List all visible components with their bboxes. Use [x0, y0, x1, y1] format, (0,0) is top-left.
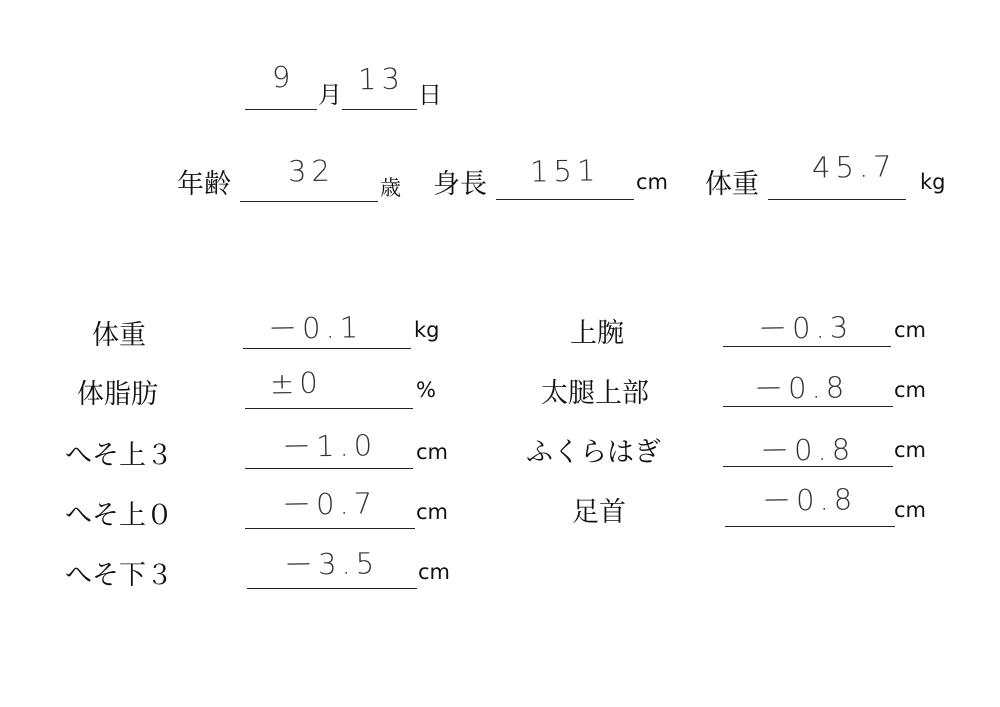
- weight-line: [768, 199, 906, 200]
- day-value: 13: [357, 61, 406, 97]
- change-value-navel-up-3: －1.0: [281, 428, 378, 464]
- change-label-ankle: 足首: [572, 497, 626, 528]
- month-label: 月: [318, 81, 342, 109]
- day-line: [342, 109, 417, 110]
- change-label-upper-arm: 上腕: [570, 318, 624, 349]
- change-unit-upper-arm: cm: [894, 318, 927, 342]
- change-value-body-fat: ±0: [269, 365, 324, 401]
- height-line: [496, 199, 634, 200]
- change-line-body-fat: [245, 408, 413, 409]
- height-unit: cm: [636, 170, 669, 194]
- change-label-navel-down-3: へそ下３: [65, 560, 173, 591]
- change-unit-navel-up-0: cm: [416, 500, 449, 524]
- change-unit-navel-up-3: cm: [416, 440, 449, 464]
- change-label-body-fat: 体脂肪: [77, 379, 158, 410]
- change-label-navel-up-3: へそ上３: [65, 440, 173, 471]
- age-label: 年齢: [177, 169, 231, 200]
- change-value-weight: －0.1: [267, 310, 364, 346]
- month-line: [245, 109, 317, 110]
- change-line-ankle: [725, 526, 895, 527]
- age-line: [240, 201, 378, 202]
- change-value-upper-arm: －0.3: [757, 310, 854, 346]
- change-line-navel-up-3: [245, 468, 413, 469]
- height-label: 身長: [433, 169, 487, 200]
- change-line-weight: [243, 348, 411, 349]
- weight-unit: kg: [920, 170, 946, 194]
- change-line-navel-down-3: [247, 588, 417, 589]
- change-unit-navel-down-3: cm: [418, 560, 451, 584]
- weight-label: 体重: [705, 169, 759, 200]
- day-label: 日: [418, 81, 442, 109]
- change-value-ankle: －0.8: [761, 482, 858, 518]
- change-label-upper-thigh: 太腿上部: [541, 378, 649, 409]
- change-unit-upper-thigh: cm: [894, 378, 927, 402]
- change-line-navel-up-0: [245, 528, 415, 529]
- change-value-navel-up-0: －0.7: [281, 486, 378, 522]
- change-label-weight: 体重: [92, 320, 146, 351]
- change-value-upper-thigh: －0.8: [753, 370, 850, 406]
- age-value: 32: [287, 153, 336, 189]
- change-value-calf: －0.8: [759, 432, 856, 468]
- change-unit-ankle: cm: [894, 498, 927, 522]
- change-value-navel-down-3: －3.5: [283, 546, 380, 582]
- change-unit-calf: cm: [894, 438, 927, 462]
- age-unit: 歳: [380, 176, 401, 200]
- change-label-calf: ふくらはぎ: [526, 437, 661, 468]
- change-unit-weight: kg: [414, 318, 440, 342]
- height-value: 151: [529, 153, 601, 189]
- change-unit-body-fat: %: [416, 378, 436, 402]
- month-value: 9: [271, 59, 296, 95]
- change-label-navel-up-0: へそ上０: [65, 500, 173, 531]
- weight-value: 45.7: [811, 149, 897, 185]
